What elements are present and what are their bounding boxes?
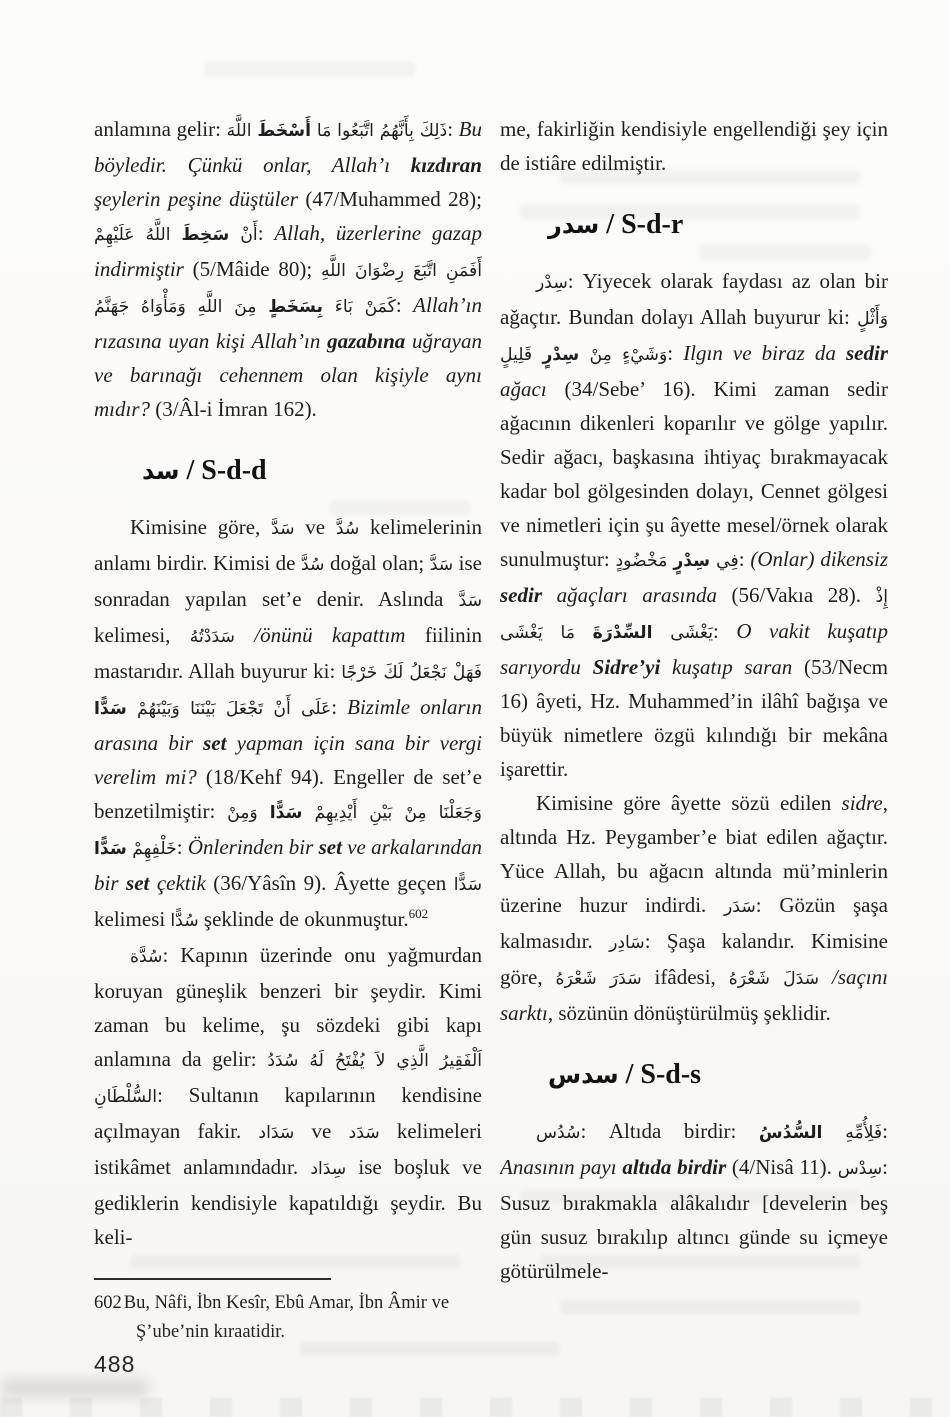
italic-text: kuşatıp saran bbox=[660, 655, 793, 679]
arabic-text: سَدَدْتُهُ bbox=[189, 627, 235, 647]
heading-separator: / bbox=[618, 1059, 641, 1090]
heading-latin-root: S-d-r bbox=[621, 209, 684, 240]
arabic-bold-text: سِدْرٍ bbox=[673, 551, 711, 571]
arabic-bold-text: السِّدْرَةَ bbox=[592, 623, 653, 643]
arabic-text bbox=[227, 121, 448, 141]
text-run: (36/Yâsîn 9). Âyette geçen bbox=[205, 871, 454, 895]
text-run: : Şaşa kalandır. Kimisine göre, bbox=[500, 929, 888, 989]
arabic-bold-text: بِسَخَطٍ bbox=[268, 297, 324, 317]
text-run: ise sonradan yapılan set’e denir. Aslında bbox=[94, 551, 482, 611]
paragraph bbox=[94, 938, 482, 1254]
italic-text: ağacı bbox=[500, 377, 547, 401]
text-run: fiilinin mastarıdır. Allah buyurur ki: bbox=[94, 623, 482, 683]
arabic-text: ذَلِكَ بِأَنَّهُمُ اتَّبَعُوا مَا bbox=[311, 121, 448, 141]
text-run: Kimisine göre, bbox=[130, 515, 272, 539]
text-run: kelimelerinin anlamı birdir. Kimisi de bbox=[94, 515, 482, 575]
text-run: (34/Sebe’ 16). Kimi zaman sedir ağacının dikenleri koparılır ve gölge yapılır. Sedir ağacı, başkasına ihtiyaç bırakmayacak kadar bol gölgesinden dolayı, Cennet gölgesi ve nimetleri için şu âyette mesel/örnek olarak sunulmuştur: bbox=[500, 377, 888, 571]
arabic-text bbox=[94, 225, 258, 245]
text-run: , altında Hz. Peygamber’e biat edilen ağaçtır. Yüce Allah, bu ağacın altında mü’minlerin üzerine huzur indirdi. bbox=[500, 791, 888, 917]
text-run: : Kapının üzerinde onu yağmurdan koruyan güneşlik benzeri bir şeydir. Kimi zaman bu kelime, şu sözdeki gibi kapı anlamına da gelir: bbox=[94, 943, 482, 1071]
arabic-text: سُدَّة bbox=[130, 947, 163, 967]
footnote-ref: 602 bbox=[408, 906, 429, 921]
arabic-text: وَجَعَلْنَا مِنْ بَيْنِ أَيْدِيهِمْ bbox=[302, 803, 482, 823]
text-run: : Yiyecek olarak faydası az olan bir ağaçtır. Bundan dolayı Allah buyurur ki: bbox=[500, 269, 888, 329]
page-number: 488 bbox=[94, 1351, 136, 1377]
arabic-text: فَهَلْ نَجْعَلُ لَكَ خَرْجًا عَلَى أَنْ تَجْعَلَ بَيْنَنَا وَبَيْنَهُمْ bbox=[126, 663, 482, 719]
arabic-text: مَخْضُودٍ bbox=[615, 551, 674, 571]
text-run: : bbox=[667, 341, 684, 365]
text-run: (3/Âl-i İmran 162). bbox=[150, 397, 317, 421]
arabic-text: سَدَّ bbox=[429, 555, 454, 575]
text-run bbox=[235, 623, 254, 647]
arabic-text: سَدَّ bbox=[271, 519, 295, 539]
arabic-text: سِدْس bbox=[837, 1159, 883, 1179]
italic-text: Önlerinden bir bbox=[187, 835, 319, 859]
arabic-bold-text: السُّدُسُ bbox=[758, 1123, 823, 1143]
arabic-bold-text: أَسْخَطَ bbox=[257, 121, 311, 141]
heading-separator: / bbox=[179, 455, 202, 486]
text-run: : Sultanın kapılarının kendisine açılmayan fakir. bbox=[94, 1083, 482, 1143]
italic-text: yapman için sana bir vergi verelim mi? bbox=[94, 731, 482, 789]
text-run: doğal olan; bbox=[324, 551, 430, 575]
arabic-text: سَدَر bbox=[724, 897, 756, 917]
arabic-text: مِنَ اللَّهِ وَمَأْوَاهُ جَهَنَّمُ bbox=[94, 297, 269, 317]
paragraph bbox=[500, 264, 888, 786]
footnote-number: 602 bbox=[94, 1293, 122, 1313]
arabic-text bbox=[759, 1123, 882, 1143]
emphasis-text: set bbox=[126, 871, 150, 895]
arabic-text: سَدًّا bbox=[453, 875, 482, 895]
arabic-text: سَدَلَ شَعْرَهُ bbox=[728, 969, 820, 989]
text-run: (18/Kehf 94). Engeller de set’e benzetilmiştir: bbox=[94, 765, 482, 823]
showthrough-artifact bbox=[130, 1255, 460, 1269]
italic-text: Ilgın ve biraz da bbox=[683, 341, 846, 365]
text-run: ve bbox=[294, 515, 336, 539]
arabic-text: سَدَد bbox=[348, 1123, 380, 1143]
italic-text: Anasının payı bbox=[500, 1155, 623, 1179]
text-run: : bbox=[738, 547, 751, 571]
heading-arabic-root: سدس bbox=[548, 1061, 619, 1089]
text-column-right bbox=[500, 112, 888, 1288]
arabic-text bbox=[616, 551, 739, 571]
text-run: ve bbox=[294, 1119, 349, 1143]
emphasis-text: altıda birdir bbox=[622, 1155, 727, 1179]
italic-text: Bizimle onların arasına bir bbox=[94, 695, 482, 755]
text-run: (53/Necm 16) âyeti, Hz. Muhammed’in ilâhî bağışa ve büyük nimetlere özgü kılındığı bir mekâna işarettir. bbox=[500, 655, 888, 781]
italic-text: Allah’ın rızasına uyan kişi Allah’ın bbox=[94, 293, 482, 353]
text-run: kelimesi, bbox=[94, 623, 190, 647]
arabic-text: سُدَّ bbox=[301, 555, 325, 575]
arabic-text: اَلْفَقِيرُ الَّذِي لاَ يُفْتَحُ لَهُ سُدَدُ السُّلْطَانِ bbox=[94, 1051, 482, 1107]
arabic-text: سَدَرَ شَعْرَهُ bbox=[555, 969, 642, 989]
text-run: : bbox=[257, 221, 275, 245]
footnote-rule bbox=[94, 1278, 331, 1280]
text-run: , sözünün dönüştürülmüş şeklidir. bbox=[547, 1001, 831, 1025]
arabic-text: وَمِنْ خَلْفِهِمْ bbox=[126, 803, 270, 859]
text-run: : Altıda birdir: bbox=[580, 1119, 759, 1143]
text-run: (56/Vakıa 28). bbox=[716, 583, 876, 607]
text-run: ise boşluk ve gediklerin kendisiyle kapatıldığı şeydir. Bu keli- bbox=[94, 1155, 482, 1249]
arabic-text: إِذْ يَغْشَى bbox=[652, 587, 888, 643]
arabic-text: قَلِيلٍ bbox=[500, 345, 543, 365]
arabic-text: سَدَّ bbox=[458, 591, 482, 611]
section-heading-s-d-s bbox=[548, 1057, 888, 1093]
emphasis-text: Sidre’yi bbox=[592, 655, 661, 679]
italic-text: çektik bbox=[149, 871, 206, 895]
italic-text: şeylerin peşine düştüler bbox=[94, 187, 298, 211]
text-run: şeklinde de okunmuştur. bbox=[198, 907, 409, 931]
heading-separator: / bbox=[599, 209, 622, 240]
scan-edge-smudge bbox=[0, 1378, 150, 1398]
emphasis-text: sedir bbox=[846, 341, 888, 365]
section-heading-s-d-r bbox=[548, 207, 888, 243]
text-run: : Gözün şaşa kalmasıdır. bbox=[500, 893, 888, 953]
paragraph bbox=[500, 112, 888, 180]
text-run: : bbox=[331, 695, 348, 719]
text-run: : bbox=[176, 835, 188, 859]
italic-text: Bu böyledir. Çünkü onlar, Allah’ı bbox=[94, 117, 482, 177]
text-run: : bbox=[713, 619, 737, 643]
arabic-text: سِدْر bbox=[536, 273, 568, 293]
arabic-text: سِدَاد bbox=[310, 1159, 347, 1179]
italic-text: O vakit kuşatıp sarıyordu bbox=[500, 619, 888, 679]
emphasis-text: kızdıran bbox=[410, 153, 482, 177]
arabic-text: أَنْ bbox=[229, 225, 258, 245]
emphasis-text: gazabına bbox=[327, 329, 406, 353]
arabic-text: وَأَثْلٍ وَشَيْءٍ مِنْ bbox=[579, 309, 888, 365]
italic-text: uğrayan ve barınağı cehennem olan kişiyle aynı mıdır? bbox=[94, 329, 482, 421]
paragraph bbox=[500, 1114, 888, 1288]
italic-text: Allah, üzerlerine gazap indirmiştir bbox=[94, 221, 482, 281]
italic-text: /saçını sarktı bbox=[500, 965, 888, 1025]
text-run: : bbox=[882, 1119, 888, 1143]
italic-text: /önünü kapattım bbox=[254, 623, 406, 647]
arabic-bold-text: سَدًّا bbox=[94, 839, 127, 859]
arabic-text: اللَّهَ bbox=[226, 121, 258, 141]
text-run: : bbox=[395, 293, 414, 317]
emphasis-text: set bbox=[203, 731, 227, 755]
heading-latin-root: S-d-d bbox=[201, 455, 267, 486]
arabic-text: سُدَّ bbox=[335, 519, 360, 539]
footnote-text bbox=[94, 1289, 486, 1347]
arabic-bold-text: سِدْرٍ bbox=[542, 345, 580, 365]
arabic-text: سُدُس bbox=[536, 1123, 581, 1143]
heading-arabic-root: سد bbox=[142, 457, 180, 485]
arabic-text: اللَّهُ عَلَيْهِمْ bbox=[94, 225, 182, 245]
paragraph bbox=[500, 786, 888, 1030]
showthrough-artifact bbox=[205, 62, 415, 77]
text-column-left bbox=[94, 112, 482, 1254]
arabic-text: مَا يَغْشَى bbox=[500, 623, 593, 643]
paragraph bbox=[94, 112, 482, 426]
heading-arabic-root: سدر bbox=[548, 211, 600, 239]
text-run: : bbox=[447, 117, 459, 141]
text-run: kelimesi bbox=[94, 907, 171, 931]
arabic-text: فَلِأُمِّهِ bbox=[822, 1123, 883, 1143]
arabic-text: سَادِر bbox=[609, 933, 645, 953]
scan-edge-noise bbox=[0, 1398, 950, 1417]
arabic-bold-text: سَخِطَ bbox=[181, 225, 230, 245]
arabic-text: أَفَمَنِ اتَّبَعَ رِضْوَانَ اللَّهِ كَمَنْ بَاءَ bbox=[320, 261, 482, 317]
italic-text: sidre bbox=[841, 791, 883, 815]
text-run: (4/Nisâ 11). bbox=[726, 1155, 838, 1179]
text-run: (5/Mâide 80); bbox=[183, 257, 321, 281]
text-run: anlamına gelir: bbox=[94, 117, 227, 141]
text-run: ifâdesi, bbox=[641, 965, 729, 989]
arabic-bold-text: سَدًّا bbox=[94, 699, 127, 719]
arabic-text: سَدَاد bbox=[258, 1123, 295, 1143]
paragraph bbox=[94, 510, 482, 938]
italic-text: ağaçları arasında bbox=[542, 583, 717, 607]
text-run: me, fakirliğin kendisiyle engellendiği şey için de istiâre edilmiştir. bbox=[500, 117, 888, 175]
section-heading-s-d-d bbox=[142, 453, 482, 489]
italic-text: ve arkalarından bir bbox=[94, 835, 482, 895]
emphasis-text: set bbox=[318, 835, 342, 859]
arabic-text: فِي bbox=[710, 551, 739, 571]
arabic-text: سُدًّا bbox=[170, 911, 199, 931]
italic-text: (Onlar) dikensiz bbox=[750, 547, 888, 571]
emphasis-text: sedir bbox=[500, 583, 542, 607]
text-run: kelimeleri istikâmet anlamındadır. bbox=[94, 1119, 482, 1179]
text-run: : Susuz bırakmakla alâkalıdır [develerin beş gün susuz bırakılıp altıncı günde su içmeye götürülmele- bbox=[500, 1155, 888, 1283]
showthrough-artifact bbox=[560, 1300, 860, 1314]
footnote bbox=[94, 1278, 486, 1347]
heading-latin-root: S-d-s bbox=[640, 1059, 702, 1090]
text-run bbox=[819, 965, 832, 989]
text-run: Kimisine göre âyette sözü edilen bbox=[536, 791, 842, 815]
arabic-bold-text: سَدًّا bbox=[269, 803, 303, 823]
footnote-body: Bu, Nâfi, İbn Kesîr, Ebû Amar, İbn Âmir ve Ş’ube’nin kıraatidir. bbox=[123, 1293, 450, 1342]
text-run: (47/Muhammed 28); bbox=[297, 187, 482, 211]
